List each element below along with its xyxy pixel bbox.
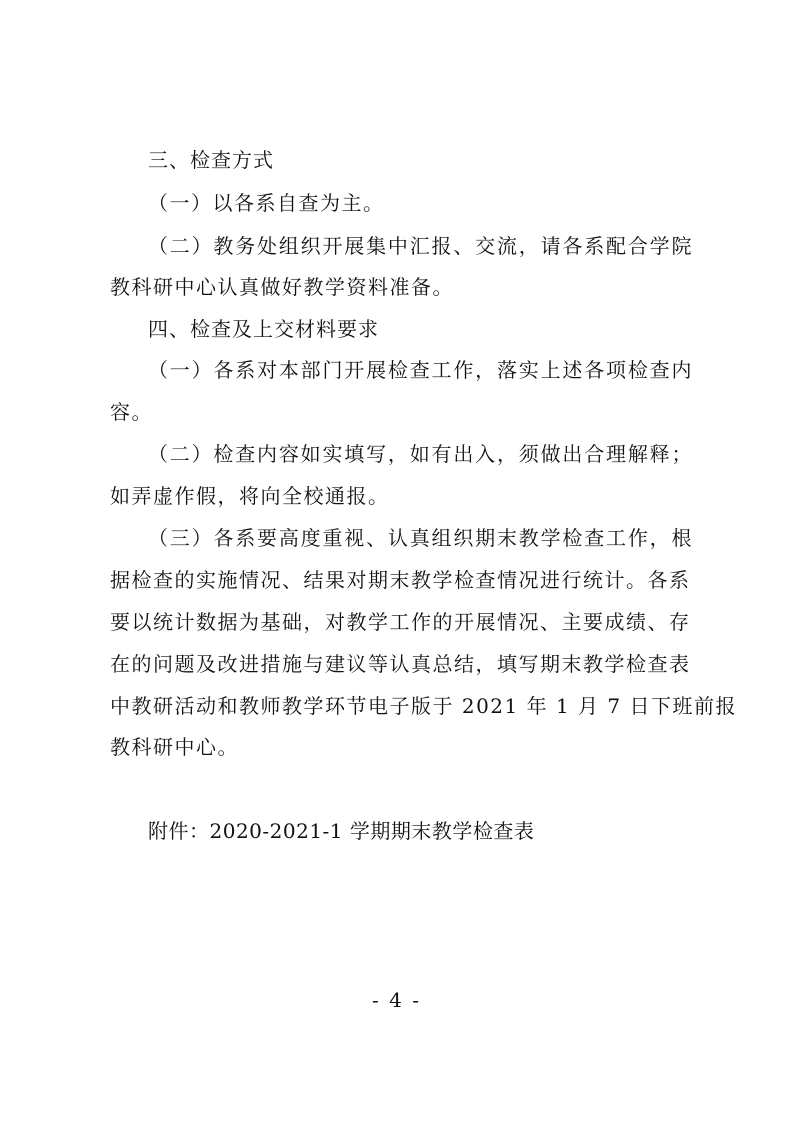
section-4-item-3-line-6: 教科研中心。 <box>110 735 239 759</box>
section-4-item-1-line-2: 容。 <box>110 400 153 424</box>
section-3-item-2-line-1: （二）教务处组织开展集中汇报、交流，请各系配合学院 <box>148 234 693 258</box>
section-4-item-3-line-5: 中教研活动和教师教学环节电子版于 2021 年 1 月 7 日下班前报 <box>110 694 737 718</box>
section-4-item-3-line-2: 据检查的实施情况、结果对期末教学检查情况进行统计。各系 <box>110 568 691 592</box>
page-number: - 4 - <box>372 988 421 1012</box>
section-3-item-2-line-2: 教科研中心认真做好教学资料准备。 <box>110 275 454 299</box>
section-3-item-1: （一）以各系自查为主。 <box>148 191 385 215</box>
section-4-heading: 四、检查及上交材料要求 <box>148 317 379 341</box>
section-4-item-1-line-1: （一）各系对本部门开展检查工作，落实上述各项检查内 <box>148 358 693 382</box>
section-4-item-3-line-3: 要以统计数据为基础，对教学工作的开展情况、主要成绩、存 <box>110 610 691 634</box>
section-4-item-3-line-1: （三）各系要高度重视、认真组织期末教学检查工作，根 <box>148 526 693 550</box>
section-4-item-3-line-4: 在的问题及改进措施与建议等认真总结，填写期末教学检查表 <box>110 652 691 676</box>
section-3-heading: 三、检查方式 <box>148 148 274 172</box>
attachment-note: 附件：2020-2021-1 学期期末教学检查表 <box>148 819 535 843</box>
section-4-item-2-line-1: （二）检查内容如实填写，如有出入，须做出合理解释； <box>148 442 693 466</box>
section-4-item-2-line-2: 如弄虚作假，将向全校通报。 <box>110 484 390 508</box>
